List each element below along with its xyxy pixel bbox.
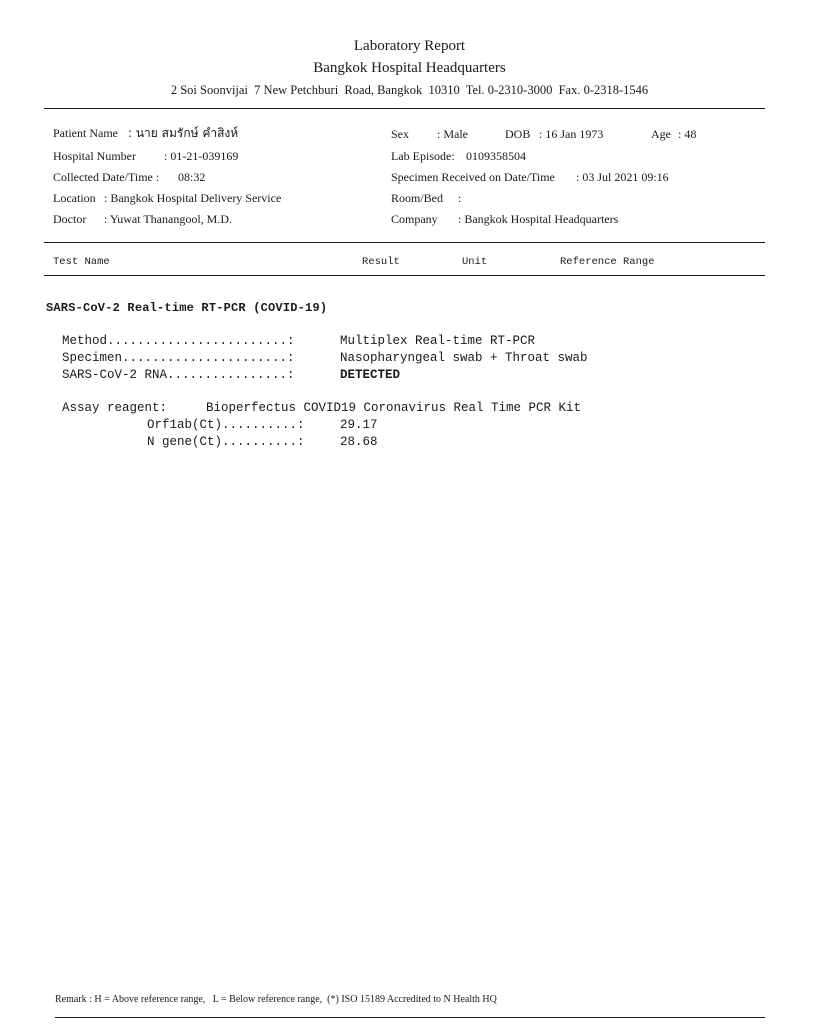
- orf1ab-ct-label: Orf1ab(Ct)..........:: [147, 418, 305, 432]
- method-value: Multiplex Real-time RT-PCR: [340, 334, 536, 348]
- sars-cov-2-rna-result: DETECTED: [340, 368, 401, 382]
- doctor-value: : Yuwat Thanangool, M.D.: [104, 212, 232, 226]
- header-divider: [44, 108, 765, 109]
- sex-value: : Male: [437, 127, 468, 141]
- age-value: : 48: [678, 127, 697, 141]
- age-label: Age: [651, 127, 671, 141]
- footer-divider: [55, 1017, 765, 1018]
- report-title: Laboratory Report: [353, 38, 466, 54]
- patient-name-label: Patient Name: [53, 126, 118, 140]
- location-value: : Bangkok Hospital Delivery Service: [104, 191, 282, 205]
- column-header-result: Result: [362, 256, 400, 268]
- method-label: Method........................:: [62, 334, 295, 348]
- patient-name-value: : นาย สมรักษ์ คำสิงห์: [128, 126, 239, 140]
- company-label: Company: [391, 212, 438, 226]
- hospital-address: 2 Soi Soonvijai 7 New Petchburi Road, Bangkok 10310 Tel. 0-2310-3000 Fax. 0-2318-1546: [170, 83, 649, 97]
- sex-label: Sex: [391, 127, 409, 141]
- hospital-name: Bangkok Hospital Headquarters: [313, 60, 506, 76]
- column-header-unit: Unit: [462, 256, 488, 268]
- column-header-test-name: Test Name: [53, 256, 110, 268]
- patient-info-divider: [44, 242, 765, 243]
- sars-cov-2-rna-label: SARS-CoV-2 RNA................:: [62, 368, 295, 382]
- hospital-number-value: : 01-21-039169: [164, 149, 239, 163]
- collected-label: Collected Date/Time :: [53, 170, 160, 184]
- table-header-divider: [44, 275, 765, 276]
- dob-value: : 16 Jan 1973: [539, 127, 604, 141]
- dob-label: DOB: [505, 127, 531, 141]
- hospital-number-label: Hospital Number: [53, 149, 136, 163]
- n-gene-ct-label: N gene(Ct)..........:: [147, 435, 305, 449]
- specimen-value: Nasopharyngeal swab + Throat swab: [340, 351, 588, 365]
- lab-episode-value: 0109358504: [466, 149, 526, 163]
- specimen-received-label: Specimen Received on Date/Time: [391, 170, 555, 184]
- specimen-received-value: : 03 Jul 2021 09:16: [576, 170, 669, 184]
- company-value: : Bangkok Hospital Headquarters: [458, 212, 619, 226]
- doctor-label: Doctor: [53, 212, 87, 226]
- assay-reagent-value: Bioperfectus COVID19 Coronavirus Real Time PCR Kit: [206, 401, 582, 415]
- orf1ab-ct-value: 29.17: [340, 418, 378, 432]
- room-bed-label: Room/Bed: [391, 191, 444, 205]
- specimen-label: Specimen......................:: [62, 351, 295, 365]
- assay-reagent-label: Assay reagent:: [62, 401, 168, 415]
- collected-value: 08:32: [178, 170, 206, 184]
- test-section-title: SARS-CoV-2 Real-time RT-PCR (COVID-19): [46, 301, 328, 315]
- room-bed-value: :: [458, 191, 462, 205]
- n-gene-ct-value: 28.68: [340, 435, 378, 449]
- location-label: Location: [53, 191, 96, 205]
- column-header-reference-range: Reference Range: [560, 256, 655, 268]
- remark-footnote: Remark : H = Above reference range, L = Below reference range, (*) ISO 15189 Accredited to N Health HQ: [55, 994, 497, 1005]
- lab-episode-label: Lab Episode:: [391, 149, 455, 163]
